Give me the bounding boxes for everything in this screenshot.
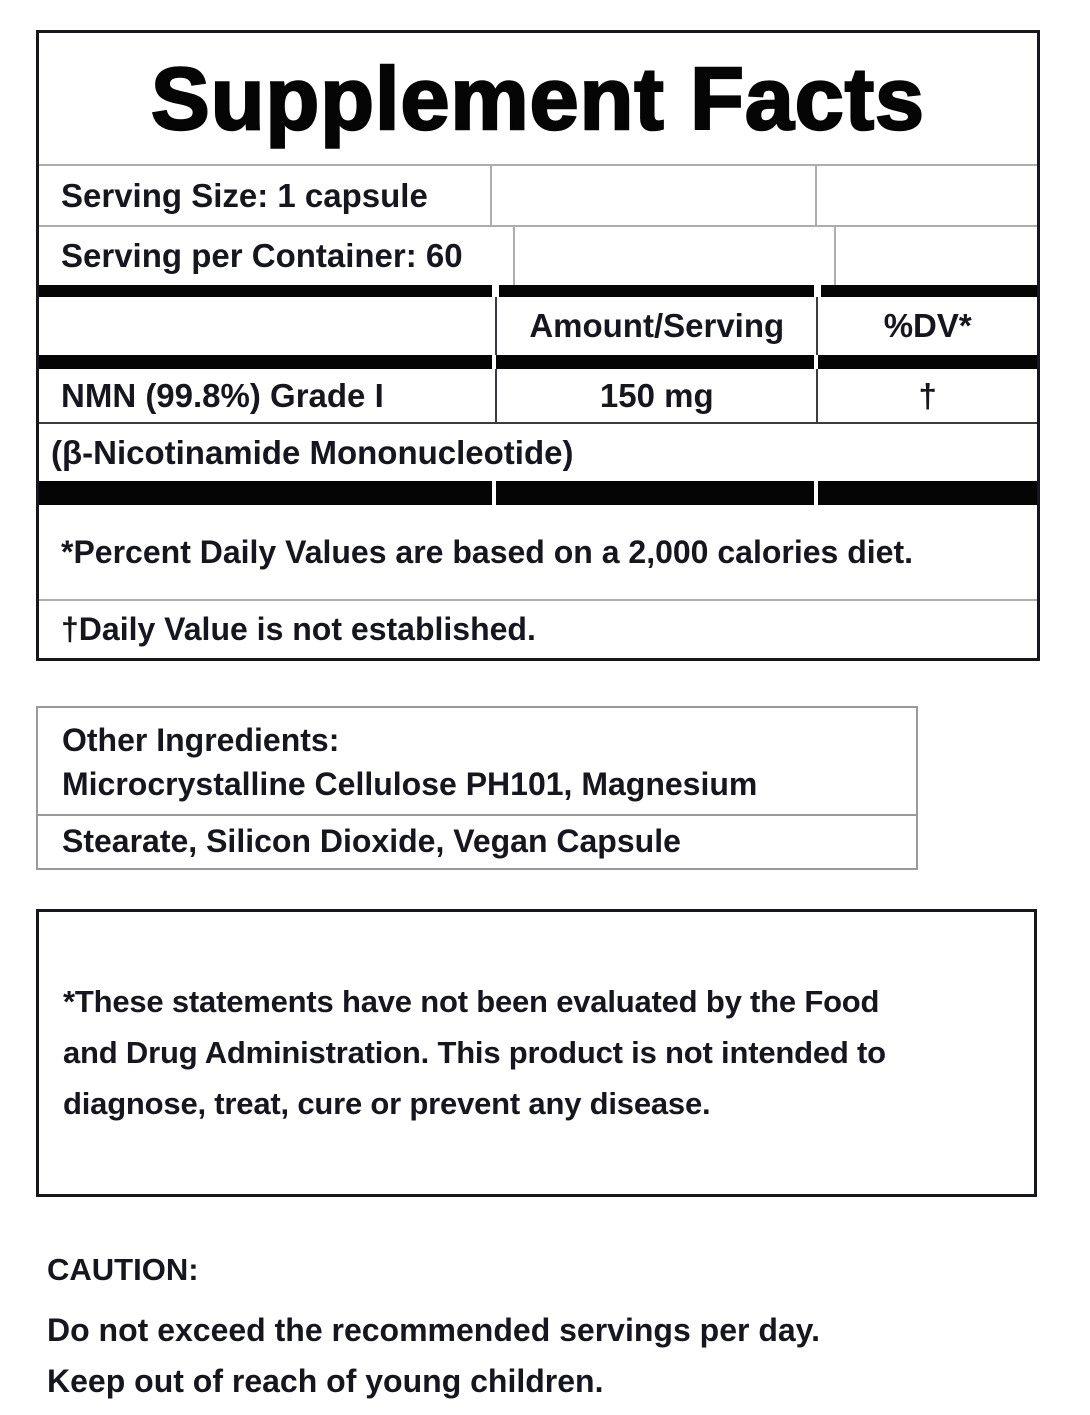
serving-size-empty-cell [815, 166, 1037, 225]
column-header-row [39, 297, 1037, 355]
other-ingredients-heading: Other Ingredients: [62, 722, 340, 758]
disclaimer-line-2: and Drug Administration. This product is not intended to [63, 1035, 886, 1070]
bar-column-gap [814, 285, 821, 297]
other-ingredients-line-2: Stearate, Silicon Dioxide, Vegan Capsule [62, 823, 681, 859]
footnote-percent-dv-text: *Percent Daily Values are based on a 2,000 calories diet. [61, 533, 913, 570]
servings-per-container-empty-cell [513, 227, 834, 285]
nutrient-subname-row: (β-Nicotinamide Mononucleotide) [51, 433, 574, 471]
disclaimer-box [36, 909, 1037, 1197]
other-ingredients-top-section [38, 708, 916, 814]
dv-header: %DV* [816, 297, 1037, 355]
thick-separator-bar [39, 285, 1037, 297]
bar-column-gap [814, 481, 818, 505]
footnote-daily-value-text: †Daily Value is not established. [61, 611, 536, 647]
nutrient-row-nmn [39, 369, 1037, 424]
caution-line-1: Do not exceed the recommended servings per day. [47, 1312, 820, 1348]
panel-title-row [39, 33, 1037, 166]
caution-section [47, 1252, 820, 1407]
servings-per-container-empty-cell [834, 227, 1037, 285]
caution-heading: CAUTION: [47, 1252, 199, 1287]
nutrient-dv: † [816, 369, 1037, 422]
disclaimer-line-3: diagnose, treat, cure or prevent any disease. [63, 1086, 711, 1121]
footnote-daily-value [39, 601, 1037, 658]
nutrient-name: NMN (99.8%) Grade I [61, 376, 384, 414]
footnote-percent-dv [39, 505, 1037, 601]
serving-size-row [39, 166, 1037, 225]
nutrient-amount: 150 mg [495, 369, 816, 422]
bar-column-gap [492, 355, 496, 369]
supplement-facts-title: Supplement Facts [151, 48, 925, 148]
other-ingredients-box [36, 706, 918, 870]
serving-size-empty-cell [490, 166, 815, 225]
other-ingredients-line-1: Microcrystalline Cellulose PH101, Magnesium [62, 766, 758, 802]
disclaimer-line-1: *These statements have not been evaluated by the Food [63, 984, 880, 1019]
amount-serving-header: Amount/Serving [495, 297, 816, 355]
bar-column-gap [814, 355, 818, 369]
thick-separator-bar [39, 355, 1037, 369]
bar-column-gap [492, 481, 496, 505]
bar-column-gap [492, 285, 499, 297]
disclaimer-text [63, 976, 1008, 1129]
servings-per-container-row [39, 225, 1037, 285]
serving-size-label: Serving Size: 1 capsule [61, 176, 428, 214]
thick-separator-bar [39, 481, 1037, 505]
other-ingredients-bottom-section [38, 814, 916, 868]
supplement-facts-panel [36, 30, 1040, 661]
caution-line-2: Keep out of reach of young children. [47, 1363, 604, 1399]
servings-per-container-label: Serving per Container: 60 [61, 237, 463, 274]
